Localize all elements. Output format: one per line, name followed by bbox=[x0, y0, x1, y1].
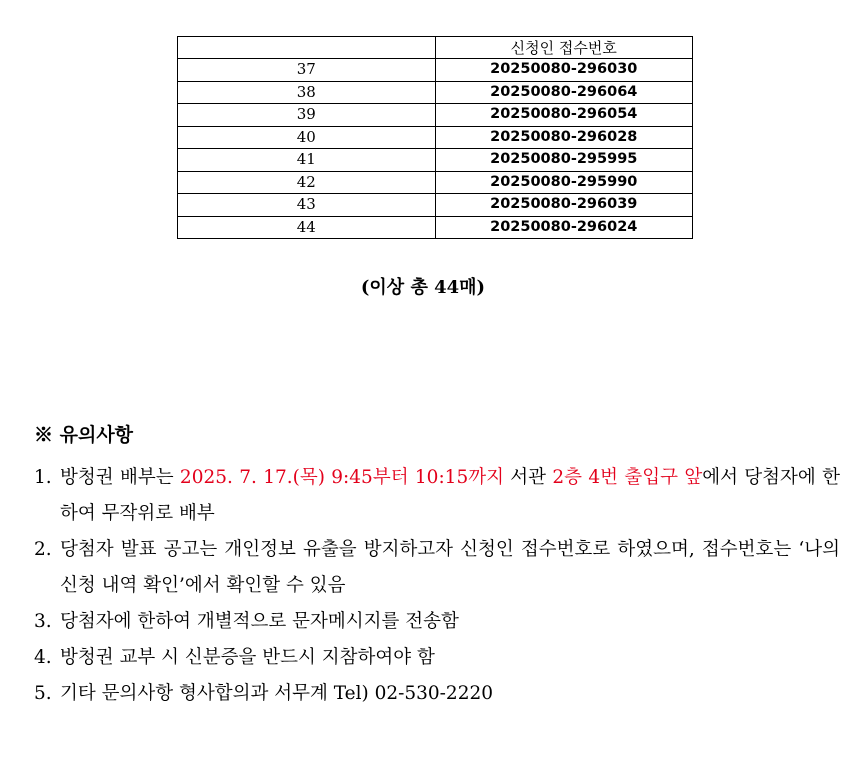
notice-item bbox=[34, 532, 840, 604]
notice-item bbox=[34, 460, 840, 532]
notice-list bbox=[34, 460, 840, 712]
row-number: 38 bbox=[178, 81, 436, 104]
notice-item-text bbox=[60, 676, 840, 712]
notice-item-text bbox=[60, 604, 840, 640]
notice-item-number: 5. bbox=[34, 683, 52, 704]
row-number: 43 bbox=[178, 194, 436, 217]
table-row bbox=[178, 59, 693, 82]
applicant-number: 20250080-296039 bbox=[435, 194, 693, 217]
header-applicant-number: 신청인 접수번호 bbox=[435, 37, 693, 59]
row-number: 42 bbox=[178, 171, 436, 194]
applicant-number: 20250080-295990 bbox=[435, 171, 693, 194]
row-number: 44 bbox=[178, 216, 436, 239]
notice-text-segment: 에서 당첨자에 한하여 무작위로 배부 bbox=[60, 467, 840, 524]
table-header-row bbox=[178, 37, 693, 59]
notice-text-segment: 방청권 교부 시 신분증을 반드시 지참하여야 함 bbox=[60, 647, 435, 668]
table-row bbox=[178, 126, 693, 149]
applicant-number: 20250080-296064 bbox=[435, 81, 693, 104]
table-row bbox=[178, 194, 693, 217]
notice-text-segment: 기타 문의사항 형사합의과 서무계 Tel) 02-530-2220 bbox=[60, 683, 494, 704]
table-row bbox=[178, 216, 693, 239]
table-row bbox=[178, 149, 693, 172]
notice-item-number: 4. bbox=[34, 647, 52, 668]
total-count: (이상 총 44매) bbox=[360, 277, 486, 298]
table-row bbox=[178, 81, 693, 104]
row-number: 39 bbox=[178, 104, 436, 127]
notice-item-number: 2. bbox=[34, 539, 52, 560]
notice-item-text bbox=[60, 640, 840, 676]
applicant-number: 20250080-296024 bbox=[435, 216, 693, 239]
highlighted-text: 2025. 7. 17.(목) 9:45부터 10:15까지 bbox=[179, 467, 504, 488]
notice-item bbox=[34, 676, 840, 712]
notice-text-segment: 당첨자 발표 공고는 개인정보 유출을 방지하고자 신청인 접수번호로 하였으며, 접수번호는 ‘나의 신청 내역 확인’에서 확인할 수 있음 bbox=[60, 539, 840, 596]
notice-text-segment: 당첨자에 한하여 개별적으로 문자메시지를 전송함 bbox=[60, 611, 459, 632]
notice-title: ※ 유의사항 bbox=[34, 424, 134, 446]
row-number: 41 bbox=[178, 149, 436, 172]
notice-item-number: 1. bbox=[34, 467, 52, 488]
applicant-number: 20250080-296030 bbox=[435, 59, 693, 82]
highlighted-text: 2층 4번 출입구 앞 bbox=[552, 467, 703, 488]
row-number: 37 bbox=[178, 59, 436, 82]
applicant-table bbox=[177, 36, 693, 239]
notice-item-number: 3. bbox=[34, 611, 52, 632]
table-row bbox=[178, 104, 693, 127]
notice-item-text bbox=[60, 532, 840, 604]
row-number: 40 bbox=[178, 126, 436, 149]
notice-item bbox=[34, 604, 840, 640]
notice-text-segment: 서관 bbox=[503, 467, 553, 488]
applicant-number: 20250080-296054 bbox=[435, 104, 693, 127]
notice-text-segment: 방청권 배부는 bbox=[60, 467, 180, 488]
header-number bbox=[178, 37, 436, 59]
applicant-number: 20250080-295995 bbox=[435, 149, 693, 172]
notice-item-text bbox=[60, 460, 840, 532]
applicant-number: 20250080-296028 bbox=[435, 126, 693, 149]
notice-item bbox=[34, 640, 840, 676]
table-row bbox=[178, 171, 693, 194]
